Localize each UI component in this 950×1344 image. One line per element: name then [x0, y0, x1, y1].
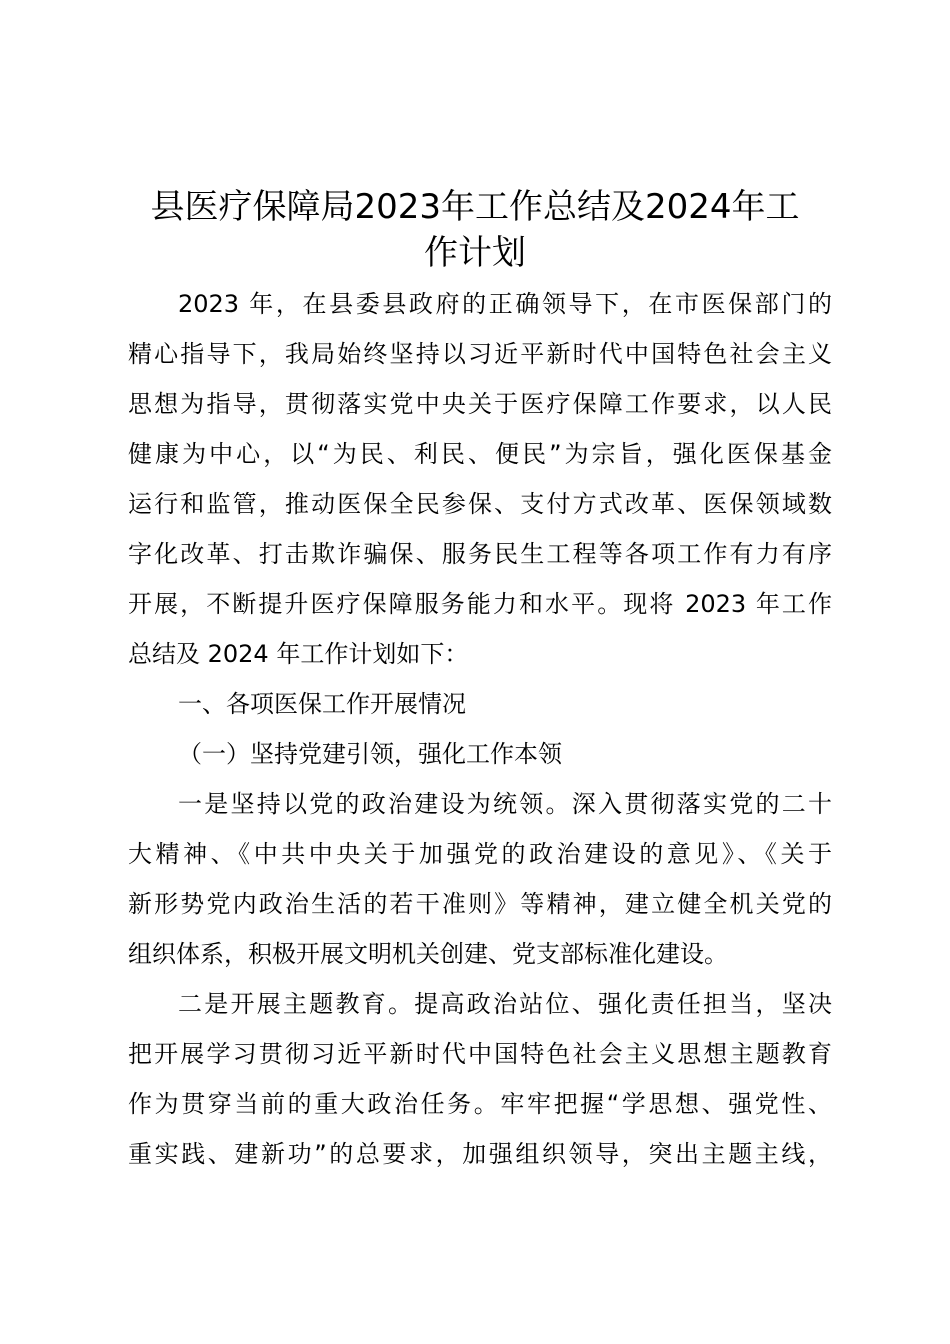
- body-line: 总结及 2024 年工作计划如下：: [128, 640, 469, 668]
- section-heading: 一、各项医保工作开展情况: [178, 690, 466, 718]
- body-line: 新形势党内政治生活的若干准则》等精神，建立健全机关党的: [128, 890, 832, 918]
- body-line: 一是坚持以党的政治建设为统领。深入贯彻落实党的二十: [178, 790, 832, 818]
- document-title-line-1: 县医疗保障局2023年工作总结及2024年工: [150, 187, 800, 227]
- body-line: 健康为中心，以“为民、利民、便民”为宗旨，强化医保基金: [128, 440, 832, 468]
- body-line: 精心指导下，我局始终坚持以习近平新时代中国特色社会主义: [128, 340, 832, 368]
- body-line: 运行和监管，推动医保全民参保、支付方式改革、医保领域数: [128, 490, 832, 518]
- body-line: 字化改革、打击欺诈骗保、服务民生工程等各项工作有力有序: [128, 540, 832, 568]
- body-line: 把开展学习贯彻习近平新时代中国特色社会主义思想主题教育: [128, 1040, 832, 1068]
- body-line: 思想为指导，贯彻落实党中央关于医疗保障工作要求，以人民: [128, 390, 832, 418]
- body-line: 大精神、《中共中央关于加强党的政治建设的意见》、《关于: [128, 840, 832, 868]
- document-title-line-2: 作计划: [424, 233, 526, 273]
- body-line: 2023 年，在县委县政府的正确领导下，在市医保部门的: [178, 290, 832, 318]
- body-line: 开展，不断提升医疗保障服务能力和水平。现将 2023 年工作: [128, 590, 832, 618]
- body-line: 二是开展主题教育。提高政治站位、强化责任担当，坚决: [178, 990, 832, 1018]
- subsection-heading: （一）坚持党建引领，强化工作本领: [178, 740, 562, 768]
- body-line: 组织体系，积极开展文明机关创建、党支部标准化建设。: [128, 940, 728, 968]
- body-line: 作为贯穿当前的重大政治任务。牢牢把握“学思想、强党性、: [128, 1090, 832, 1118]
- body-line: 重实践、建新功”的总要求，加强组织领导，突出主题主线，: [128, 1140, 832, 1168]
